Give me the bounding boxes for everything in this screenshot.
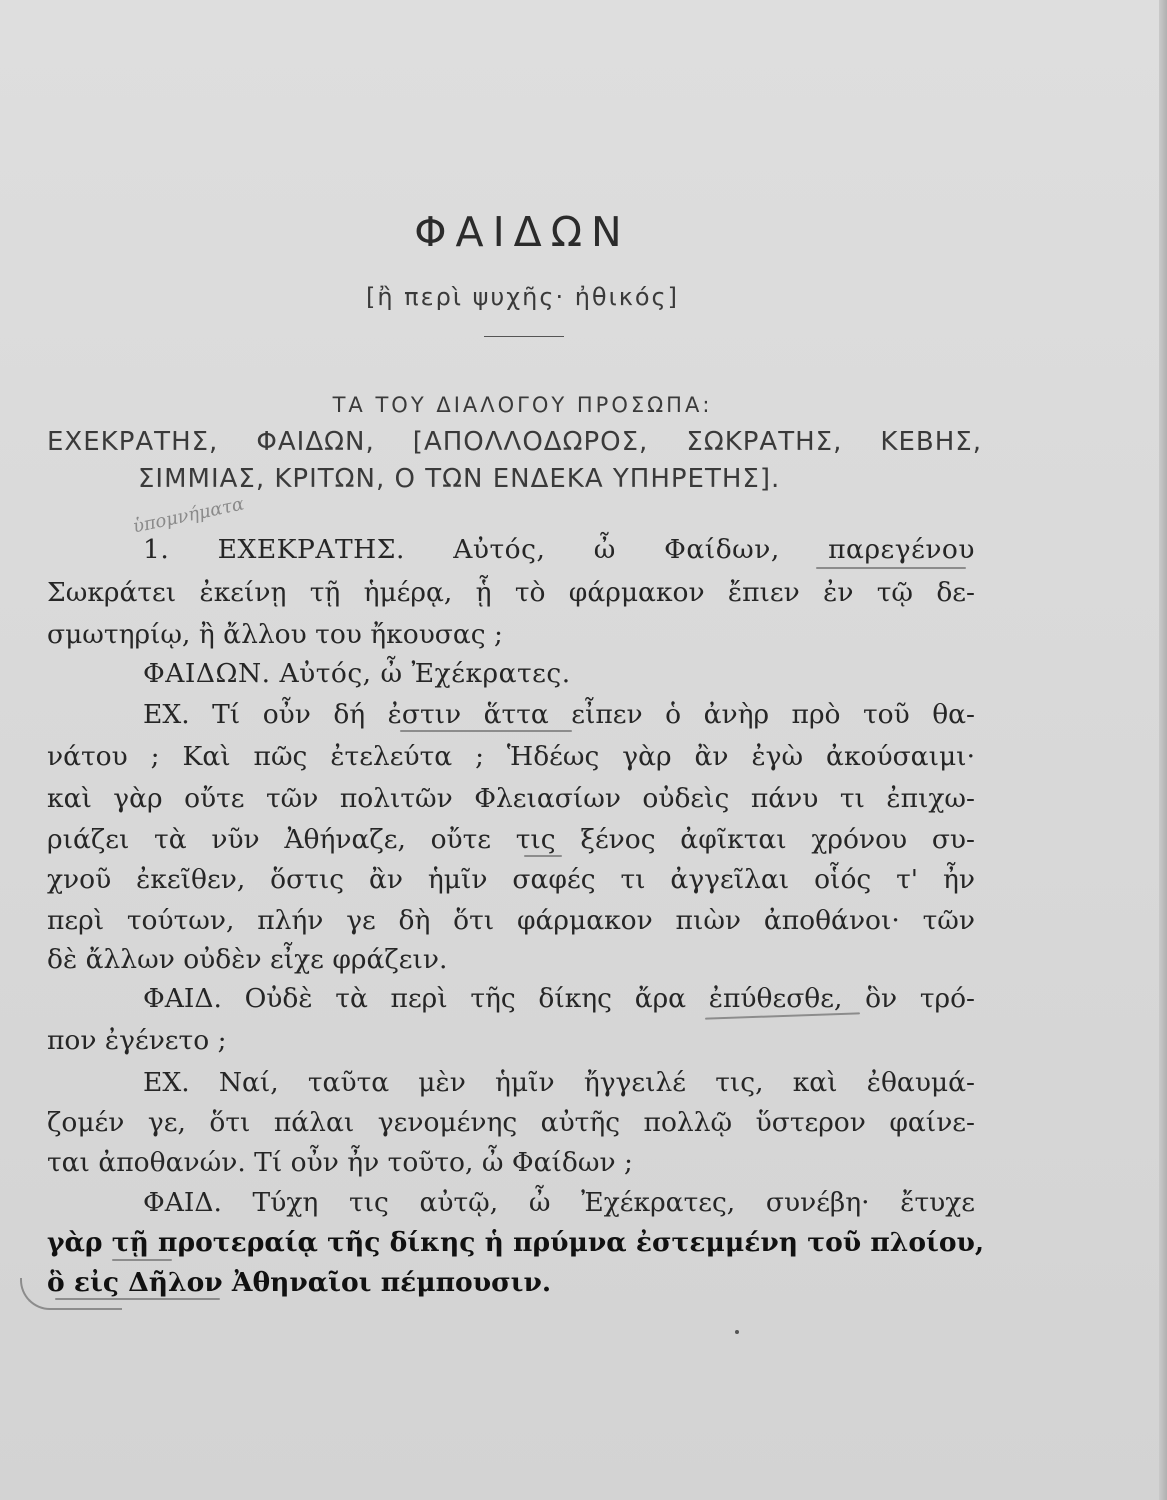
ink-speck bbox=[735, 1330, 739, 1334]
pencil-underline bbox=[400, 730, 572, 732]
pencil-underline bbox=[524, 855, 562, 857]
dramatis-line-1: ΕΧΕΚΡΑΤΗΣ, ΦΑΙΔΩΝ, [ΑΠΟΛΛΟΔΩΡΟΣ, ΣΩΚΡΑΤΗΣ, ΚΕΒΗΣ, bbox=[47, 427, 982, 457]
page-edge bbox=[1159, 0, 1167, 1500]
text-line-5: ΕΧ. Τί οὖν δή ἐστιν ἅττα εἶπεν ὁ ἀνὴρ πρὸ τοῦ θα- bbox=[143, 699, 975, 730]
title-divider bbox=[484, 336, 564, 337]
pencil-underline bbox=[112, 1259, 172, 1261]
dialogue-subtitle: [ἢ περὶ ψυχῆς· ἠθικός] bbox=[365, 283, 680, 311]
text-line-16: ται ἀποθανών. Τί οὖν ἦν τοῦτο, ὦ Φαίδων ; bbox=[47, 1147, 633, 1178]
text-line-10: περὶ τούτων, πλήν γε δὴ ὅτι φάρμακον πιὼν ἀποθάνοι· τῶν bbox=[47, 905, 975, 936]
text-line-4: ΦΑΙΔΩΝ. Αὐτός, ὦ Ἐχέκρατες. bbox=[143, 658, 571, 689]
text-line-15: ζομέν γε, ὅτι πάλαι γενομένης αὐτῆς πολλῷ ὕστερον φαίνε- bbox=[47, 1107, 975, 1138]
dramatis-line-2: ΣΙΜΜΙΑΣ, ΚΡΙΤΩΝ, Ο ΤΩΝ ΕΝΔΕΚΑ ΥΠΗΡΕΤΗΣ]. bbox=[138, 464, 781, 494]
text-line-13: πον ἐγένετο ; bbox=[47, 1025, 227, 1056]
text-line-14: ΕΧ. Ναί, ταῦτα μὲν ἡμῖν ἤγγειλέ τις, καὶ ἐθαυμά- bbox=[143, 1067, 975, 1098]
text-line-17: ΦΑΙΔ. Τύχη τις αὐτῷ, ὦ Ἐχέκρατες, συνέβη· ἔτυχε bbox=[143, 1187, 975, 1218]
dramatis-header: ΤΑ ΤΟΥ ΔΙΑΛΟΓΟΥ ΠΡΟΣΩΠΑ: bbox=[332, 393, 713, 417]
text-line-1: 1. ΕΧΕΚΡΑΤΗΣ. Αὐτός, ὦ Φαίδων, παρεγένου bbox=[143, 534, 975, 565]
text-line-7: καὶ γὰρ οὔτε τῶν πολιτῶν Φλειασίων οὐδεὶς πάνυ τι ἐπιχω- bbox=[47, 783, 975, 814]
text-line-19: ὃ εἰς Δῆλον Ἀθηναῖοι πέμπουσιν. bbox=[47, 1267, 552, 1298]
text-line-3: σμωτηρίῳ, ἢ ἄλλου του ἤκουσας ; bbox=[47, 619, 503, 650]
text-line-2: Σωκράτει ἐκείνῃ τῇ ἡμέρᾳ, ᾗ τὸ φάρμακον ἔπιεν ἐν τῷ δε- bbox=[47, 577, 975, 608]
text-line-12: ΦΑΙΔ. Οὐδὲ τὰ περὶ τῆς δίκης ἄρα ἐπύθεσθε, ὃν τρό- bbox=[143, 983, 975, 1014]
text-line-8: ριάζει τὰ νῦν Ἀθήναζε, οὔτε τις ξένος ἀφῖκται χρόνου συ- bbox=[47, 824, 975, 855]
text-line-9: χνοῦ ἐκεῖθεν, ὅστις ἂν ἡμῖν σαφές τι ἀγγεῖλαι οἷός τ' ἦν bbox=[47, 864, 975, 895]
text-line-6: νάτου ; Καὶ πῶς ἐτελεύτα ; Ἡδέως γὰρ ἂν ἐγὼ ἀκούσαιμι· bbox=[47, 741, 975, 772]
handwritten-margin-note: ὑπομνήματα bbox=[131, 493, 246, 538]
text-line-11: δὲ ἄλλων οὐδὲν εἶχε φράζειν. bbox=[47, 944, 448, 975]
pencil-margin-stroke bbox=[20, 1278, 122, 1310]
dialogue-title: ΦΑΙΔΩΝ bbox=[414, 208, 631, 256]
pencil-underline bbox=[816, 567, 966, 569]
text-line-18: γὰρ τῇ προτεραίᾳ τῆς δίκης ἡ πρύμνα ἐστεμμένη τοῦ πλοίου, bbox=[47, 1227, 985, 1258]
